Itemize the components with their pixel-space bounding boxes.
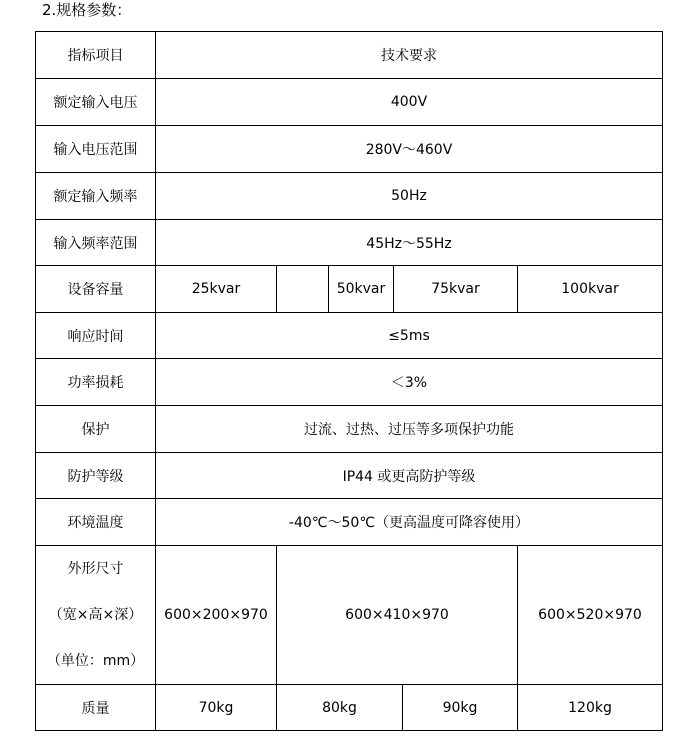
table-row-ambient-temp — [36, 499, 663, 546]
weight-label: 质量 — [36, 685, 156, 731]
capacity-value-2 — [277, 266, 329, 313]
voltage-range-label: 输入电压范围 — [36, 126, 156, 173]
voltage-range-value: 280V～460V — [156, 126, 663, 173]
dimensions-label — [36, 546, 156, 685]
dimensions-value-1: 600×200×970 — [156, 546, 277, 685]
dimensions-label-line-1: 外形尺寸 — [67, 561, 124, 577]
table-row-rated-frequency — [36, 173, 663, 220]
weight-value-1: 70kg — [156, 685, 277, 731]
table-row-dimensions — [36, 546, 663, 685]
header-label-cell: 指标项目 — [36, 32, 156, 79]
rated-frequency-label: 额定输入频率 — [36, 173, 156, 220]
rated-voltage-value: 400V — [156, 79, 663, 126]
table-row-frequency-range — [36, 220, 663, 266]
table-row-weight — [36, 685, 663, 731]
dimensions-label-line-2: （宽×高×深） — [48, 607, 143, 623]
protection-label: 保护 — [36, 406, 156, 453]
table-row-protection-grade — [36, 453, 663, 499]
protection-value: 过流、过热、过压等多项保护功能 — [156, 406, 663, 453]
capacity-value-1: 25kvar — [156, 266, 277, 313]
dimensions-value-3: 600×520×970 — [518, 546, 663, 685]
power-loss-value: ＜3% — [156, 359, 663, 406]
spec-table — [35, 31, 663, 731]
protection-grade-value: IP44 或更高防护等级 — [156, 453, 663, 499]
frequency-range-label: 输入频率范围 — [36, 220, 156, 266]
frequency-range-value: 45Hz～55Hz — [156, 220, 663, 266]
dimensions-label-line-3: （单位：mm） — [46, 653, 145, 669]
table-row-capacity — [36, 266, 663, 313]
weight-value-3: 90kg — [403, 685, 518, 731]
table-row-response-time — [36, 313, 663, 359]
section-heading: 2.规格参数： — [42, 1, 132, 19]
table-row-power-loss — [36, 359, 663, 406]
rated-voltage-label: 额定输入电压 — [36, 79, 156, 126]
table-row-header — [36, 32, 663, 79]
table-row-voltage-range — [36, 126, 663, 173]
ambient-temp-value: -40℃～50℃（更高温度可降容使用） — [156, 499, 663, 546]
power-loss-label: 功率损耗 — [36, 359, 156, 406]
weight-value-4: 120kg — [518, 685, 663, 731]
dimensions-value-2: 600×410×970 — [277, 546, 518, 685]
weight-value-2: 80kg — [277, 685, 403, 731]
header-value-cell: 技术要求 — [156, 32, 663, 79]
table-row-protection — [36, 406, 663, 453]
rated-frequency-value: 50Hz — [156, 173, 663, 220]
capacity-label: 设备容量 — [36, 266, 156, 313]
ambient-temp-label: 环境温度 — [36, 499, 156, 546]
capacity-value-3: 50kvar — [329, 266, 394, 313]
capacity-value-4: 75kvar — [394, 266, 518, 313]
protection-grade-label: 防护等级 — [36, 453, 156, 499]
response-time-value: ≤5ms — [156, 313, 663, 359]
capacity-value-5: 100kvar — [518, 266, 663, 313]
table-row-rated-voltage — [36, 79, 663, 126]
response-time-label: 响应时间 — [36, 313, 156, 359]
